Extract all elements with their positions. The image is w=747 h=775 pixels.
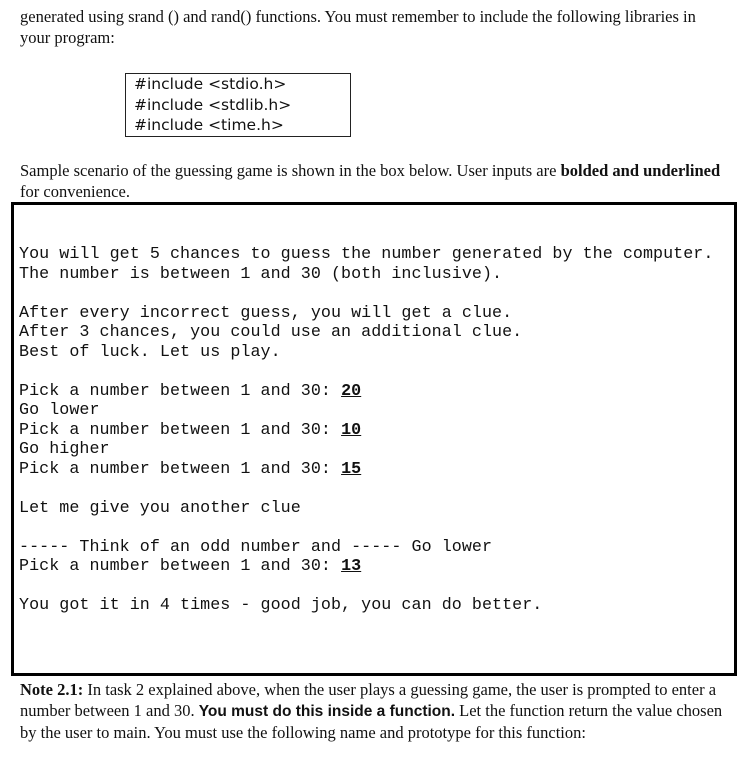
console-line: Best of luck. Let us play. <box>19 342 281 362</box>
console-blank-line <box>19 577 713 597</box>
console-line: After every incorrect guess, you will get a clue. <box>19 303 513 323</box>
console-line: Go higher <box>19 440 110 459</box>
console-line: You will get 5 chances to guess the number generated by the computer. <box>19 245 714 264</box>
note-tail: Let the function return the value chosen by the user to main. You must use the following name and prototype for this function: <box>20 701 723 742</box>
note-label: Note 2.1: <box>20 680 84 699</box>
include-stdlib: #include <stdlib.h> <box>134 95 292 114</box>
prompt-text: Pick a number between 1 and 30: <box>19 557 342 576</box>
console-prompt-line <box>19 421 713 441</box>
user-input: 20 <box>341 381 362 401</box>
include-stdio: #include <stdio.h> <box>134 75 287 93</box>
user-input: 13 <box>341 557 362 576</box>
console-blank-line <box>19 284 713 304</box>
note-text: In task 2 explained above, when the user plays a guessing game, the user is prompted to enter a number between 1 and 30. <box>20 680 717 720</box>
console-prompt-line <box>19 382 713 402</box>
console-prompt-line <box>19 557 713 577</box>
console-line: You got it in 4 times - good job, you can do better. <box>19 596 543 615</box>
include-time: #include <time.h> <box>134 116 284 134</box>
prompt-text: Pick a number between 1 and 30: <box>19 381 342 401</box>
sample-intro-paragraph <box>20 160 725 202</box>
note-paragraph <box>20 679 732 743</box>
intro-paragraph: generated using srand () and rand() functions. You must remember to include the following libraries in your program: <box>20 7 696 47</box>
prompt-text: Pick a number between 1 and 30: <box>19 459 342 479</box>
console-output <box>19 245 713 616</box>
console-blank-line <box>19 479 713 499</box>
console-line: The number is between 1 and 30 (both inclusive). <box>19 264 503 284</box>
console-blank-line <box>19 518 713 538</box>
note-bold: You must do this inside a function. <box>198 703 456 720</box>
prompt-text: Pick a number between 1 and 30: <box>19 420 342 440</box>
console-prompt-line <box>19 460 713 480</box>
sample-intro-bold: bolded and underlined <box>560 161 721 180</box>
console-line: ----- Think of an odd number and ----- Go lower <box>19 537 493 557</box>
console-blank-line <box>19 362 713 382</box>
console-box <box>11 202 737 676</box>
console-line: Let me give you another clue <box>19 498 301 518</box>
user-input: 10 <box>341 420 362 440</box>
user-input: 15 <box>341 459 362 479</box>
sample-intro-text: Sample scenario of the guessing game is shown in the box below. User inputs are <box>20 161 561 180</box>
console-line: After 3 chances, you could use an additional clue. <box>19 323 523 342</box>
console-line: Go lower <box>19 401 100 420</box>
sample-intro-tail: for convenience. <box>20 182 130 201</box>
includes-box <box>125 73 351 137</box>
